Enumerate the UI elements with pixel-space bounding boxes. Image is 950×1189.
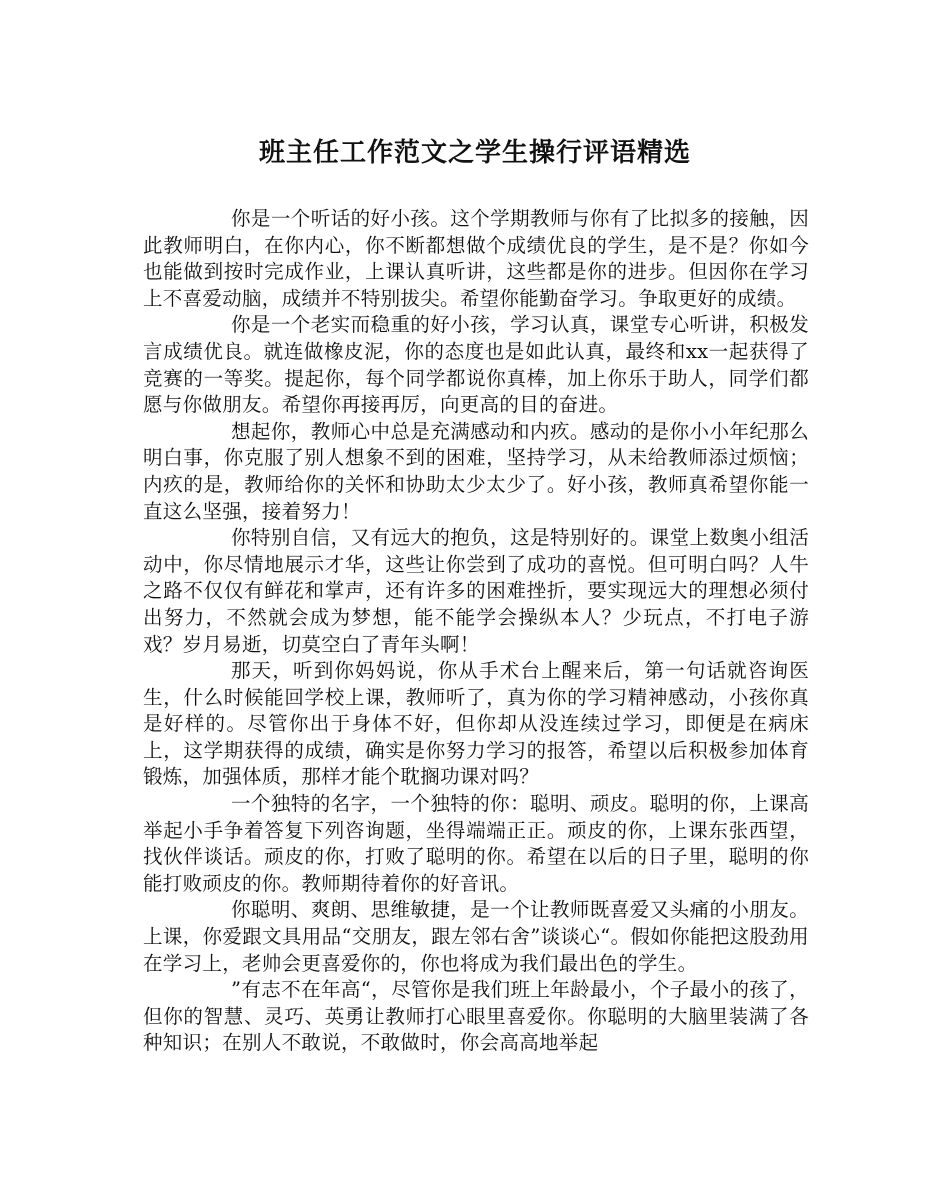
comment-paragraph-2: 你是一个老实而稳重的好小孩，学习认真，课堂专心听讲，积极发言成绩优良。就连做橡皮泥，你的态度也是如此认真，最终和xx一起获得了竞赛的一等奖。提起你，每个同学都说你真棒，加上你乐于助人，同学们都愿与你做朋友。希望你再接再厉，向更高的目的奋进。 (143, 313, 809, 417)
comment-paragraph-6: 一个独特的名字，一个独特的你：聪明、顽皮。聪明的你，上课高举起小手争着答复下列咨询题，坐得端端正正。顽皮的你，上课东张西望，找伙伴谈话。顽皮的你，打败了聪明的你。希望在以后的日子里，聪明的你能打败顽皮的你。教师期待着你的好音讯。 (143, 792, 809, 895)
comment-paragraph-7: 你聪明、爽朗、思维敏捷，是一个让教师既喜爱又头痛的小朋友。上课，你爱跟文具用品“交朋友，跟左邻右舍”谈谈心“。假如你能把这股劲用在学习上，老帅会更喜爱你的，你也将成为我们最出色的学生。 (143, 898, 809, 975)
comment-paragraph-5: 那天，听到你妈妈说，你从手术台上醒来后，第一句话就咨询医生，什么时候能回学校上课，教师听了，真为你的学习精神感动，小孩你真是好样的。尽管你出于身体不好，但你却从没连续过学习，即便是在病床上，这学期获得的成绩，确实是你努力学习的报答，希望以后积极参加体育锻炼，加强体质，那样才能个耽搁功课对吗？ (143, 659, 809, 789)
comment-paragraph-4: 你特别自信，又有远大的抱负，这是特别好的。课堂上数奥小组活动中，你尽情地展示才华，这些让你尝到了成功的喜悦。但可明白吗？人牛之路不仅仅有鲜花和掌声，还有许多的困难挫折，要实现远大的理想必须付出努力，不然就会成为梦想，能不能学会操纵本人？少玩点，不打电子游戏？岁月易逝，切莫空白了青年头啊！ (143, 526, 809, 656)
comment-paragraph-3: 想起你，教师心中总是充满感动和内疚。感动的是你小小年纪那么明白事，你克服了别人想象不到的困难，坚持学习，从未给教师添过烦恼；内疚的是，教师给你的关怀和协助太少太少了。好小孩，教师真希望你能一直这么坚强，接着努力！ (143, 419, 809, 523)
comment-paragraph-1: 你是一个听话的好小孩。这个学期教师与你有了比拟多的接触，因此教师明白，在你内心，你不断都想做个成绩优良的学生，是不是？你如今也能做到按时完成作业，上课认真听讲，这些都是你的进步。但因你在学习上不喜爱动脑，成绩并不特别拔尖。希望你能勤奋学习。争取更好的成绩。 (143, 207, 809, 310)
document-body (143, 206, 809, 1057)
document-title: 班主任工作范文之学生操行评语精选 (258, 138, 691, 168)
comment-paragraph-8: ”有志不在年高“，尽管你是我们班上年龄最小，个子最小的孩了，但你的智慧、灵巧、英勇让教师打心眼里喜爱你。你聪明的大脑里装满了各种知识；在别人不敢说，不敢做时，你会高高地举起 (143, 978, 809, 1055)
